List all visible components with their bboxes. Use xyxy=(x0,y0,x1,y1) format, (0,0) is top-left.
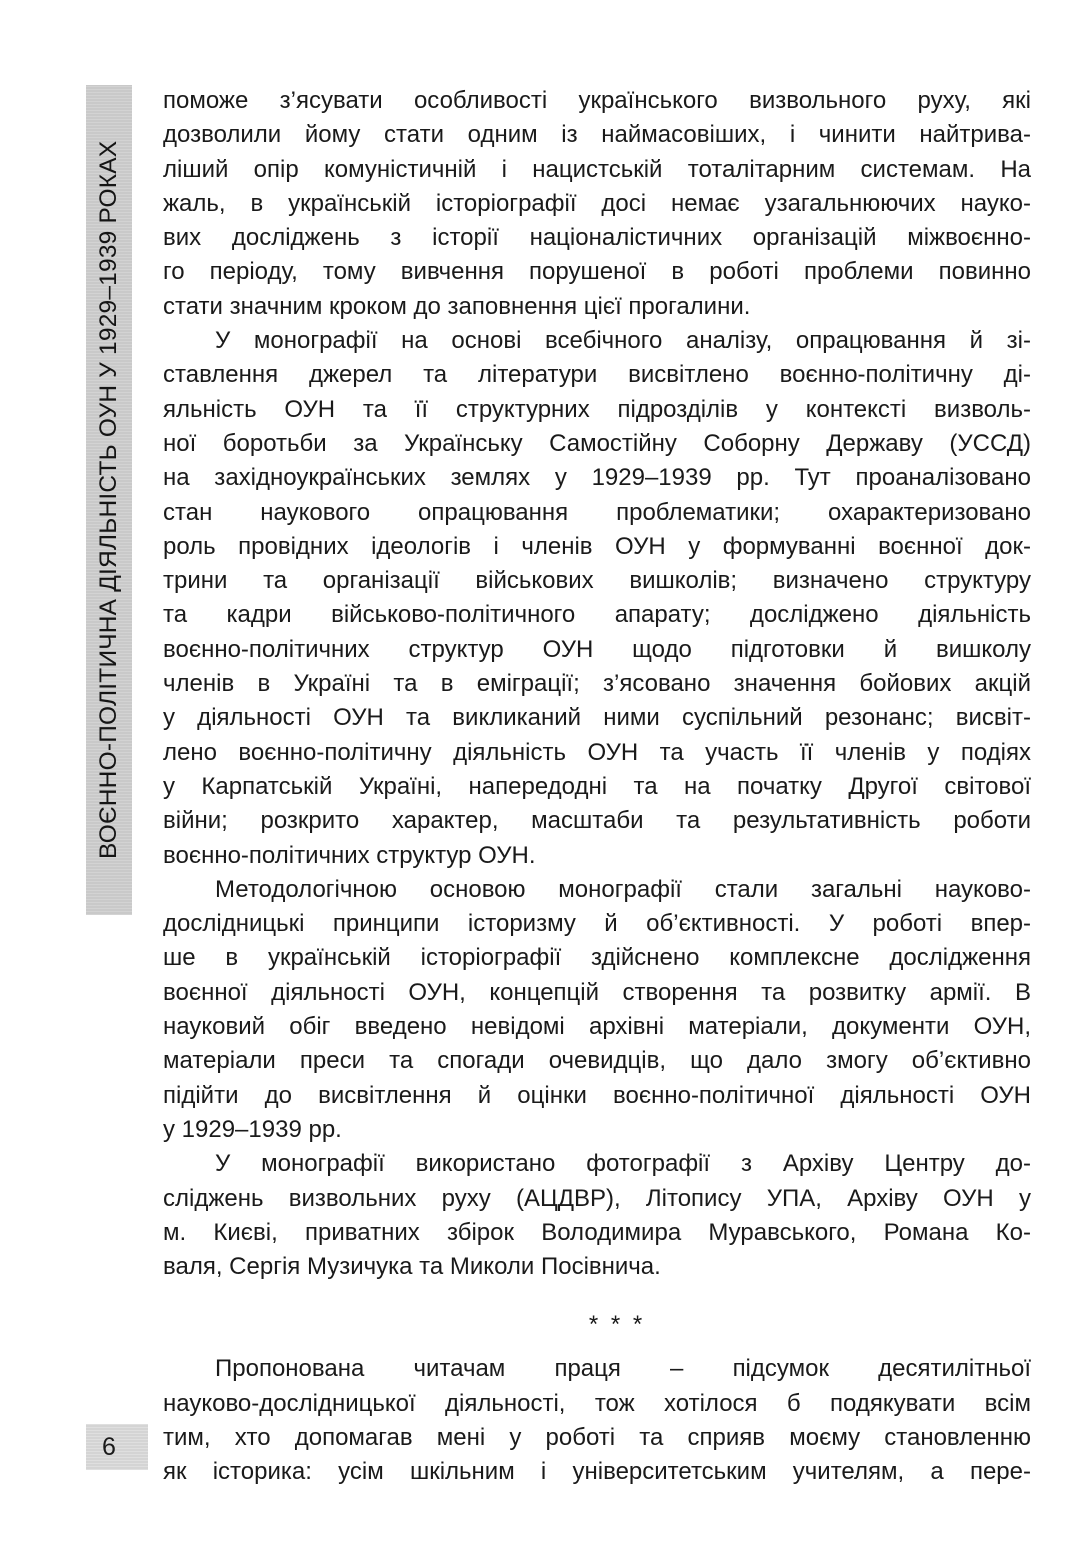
page-number-box xyxy=(86,1424,148,1470)
text-line: Пропонована читачам праця – підсумок десятилітньої xyxy=(215,1355,1031,1383)
text-line: У монографії на основі всебічного аналізу, опрацювання й зі- xyxy=(215,327,1031,355)
text-line: воєнно-політичних структур ОУН щодо підготовки й вишколу xyxy=(163,635,1031,663)
text-line: науковий обіг введено невідомі архівні матеріали, документи ОУН, xyxy=(163,1013,1031,1041)
text-line: тим, хто допомагав мені у роботі та сприяв моєму становленню xyxy=(163,1423,1031,1451)
text-line: воєнно-політичних структур ОУН. xyxy=(163,841,536,869)
text-line: ше в українській історіографії здійснено комплексне дослідження xyxy=(163,944,1031,972)
text-line: Методологічною основою монографії стали загальні науково- xyxy=(215,875,1031,903)
paragraph xyxy=(163,1147,1031,1284)
paragraph xyxy=(163,84,1031,324)
text-line: У монографії використано фотографії з Архіву Центру до- xyxy=(215,1150,1031,1178)
text-line: ставлення джерел та літератури висвітлено воєнно-політичну ді- xyxy=(163,361,1031,389)
text-line: як історика: усім шкільним і університетським учителям, а пере- xyxy=(163,1458,1031,1486)
paragraph xyxy=(163,1352,1031,1489)
text-line: на західноукраїнських землях у 1929–1939 рр. Тут проаналізовано xyxy=(163,464,1031,492)
text-line: у Карпатській Україні, напередодні та на початку Другої світової xyxy=(163,772,1031,800)
text-line: матеріали преси та спогади очевидців, що дало змогу об’єктивно xyxy=(163,1047,1031,1075)
text-line: підійти до висвітлення й оцінки воєнно-політичної діяльності ОУН xyxy=(163,1081,1031,1109)
running-title: ВОЄННО-ПОЛІТИЧНА ДІЯЛЬНІСТЬ ОУН У 1929–1939 РОКАХ xyxy=(95,140,122,860)
text-line: валя, Сергія Музичука та Миколи Посівнича. xyxy=(163,1253,661,1281)
text-line: науково-дослідницької діяльності, тож хотілося б подякувати всім xyxy=(163,1389,1031,1417)
text-line: членів в Україні та в еміграції; з’ясовано значення бойових акцій xyxy=(163,670,1031,698)
text-line: трини та організації військових вишколів; визначено структуру xyxy=(163,567,1031,595)
body-text xyxy=(163,84,1031,1490)
text-line: ліший опір комуністичній і нацистській тоталітарним системам. На xyxy=(163,155,1031,183)
text-line: воєнної діяльності ОУН, концепцій створення та розвитку армії. В xyxy=(163,978,1031,1006)
text-line: у діяльності ОУН та викликаний ними суспільний резонанс; висвіт- xyxy=(163,704,1031,732)
section-separator: * * * xyxy=(588,1311,646,1339)
text-line: у 1929–1939 рр. xyxy=(163,1115,342,1143)
text-line: стати значним кроком до заповнення цієї прогалини. xyxy=(163,292,751,320)
text-line: та кадри військово-політичного апарату; досліджено діяльність xyxy=(163,601,1031,629)
text-line: дослідницькі принципи історизму й об’єктивності. У роботі впер- xyxy=(163,910,1031,938)
text-line: ної боротьби за Українську Самостійну Соборну Державу (УССД) xyxy=(163,429,1031,457)
text-line: поможе з’ясувати особливості українського визвольного руху, які xyxy=(163,87,1031,114)
text-line: вих досліджень з історії націоналістичних організацій міжвоєнно- xyxy=(163,224,1031,252)
text-line: стан наукового опрацювання проблематики; охарактеризовано xyxy=(163,498,1031,526)
text-line: лено воєнно-політичну діяльність ОУН та участь її членів у подіях xyxy=(163,738,1031,766)
text-line: яльність ОУН та її структурних підрозділів у контексті визволь- xyxy=(163,395,1031,423)
running-title-band xyxy=(86,85,132,915)
text-line: жаль, в українській історіографії досі немає узагальнюючих науко- xyxy=(163,189,1031,217)
text-line: го періоду, тому вивчення порушеної в роботі проблеми повинно xyxy=(163,258,1031,286)
text-line: м. Києві, приватних збірок Володимира Муравського, Романа Ко- xyxy=(163,1218,1031,1246)
text-line: роль провідних ідеологів і членів ОУН у формуванні воєнної док- xyxy=(163,532,1031,560)
paragraph xyxy=(163,873,1031,1147)
paragraph xyxy=(163,324,1031,873)
page-number: 6 xyxy=(102,1433,116,1461)
text-line: війни; розкрито характер, масштаби та результативність роботи xyxy=(163,807,1031,835)
text-line: дозволили йому стати одним із наймасовіших, і чинити найтрива- xyxy=(163,121,1031,149)
text-line: сліджень визвольних руху (АЦДВР), Літопису УПА, Архіву ОУН у xyxy=(163,1184,1031,1212)
